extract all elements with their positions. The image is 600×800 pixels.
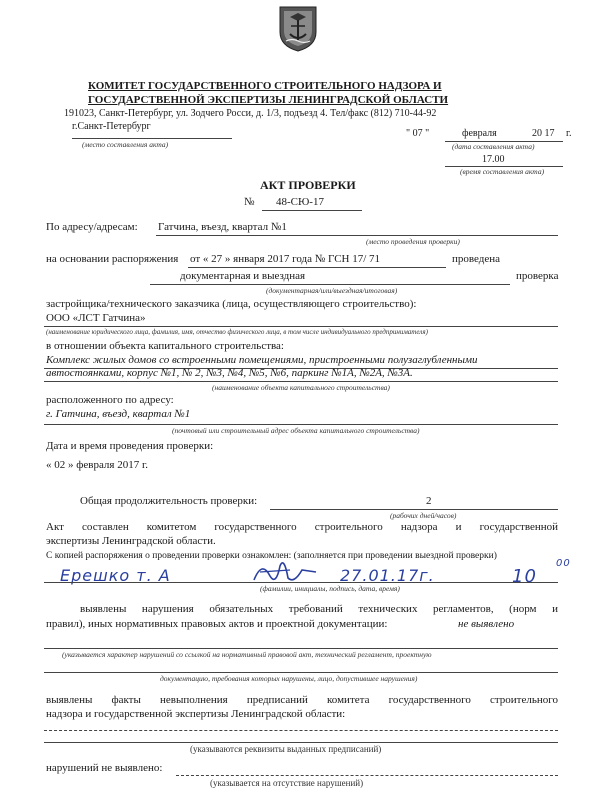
violations-line2: правил), иных нормативных правовых актов и проектной документации: [46, 618, 388, 630]
date-caption: (дата составления акта) [452, 142, 535, 151]
inspection-type: документарная и выездная [180, 270, 306, 282]
acquainted-label: С копией распоряжения о проведении проверки ознакомлен: (заполняется при проведении выездной проверки) [46, 551, 497, 561]
inspection-date-value: « 02 » февраля 2017 г. [46, 459, 149, 471]
inspection-type-caption: (документарная/или/выездная/итоговая) [266, 286, 398, 295]
address-caption: (место проведения проверки) [366, 237, 460, 246]
address-label: По адресу/адресам: [46, 221, 138, 233]
no-violations-caption: (указывается на отсутствие нарушений) [210, 778, 364, 788]
order-suffix: проведена [452, 253, 501, 265]
composed-line1: Акт составлен комитетом государственного строительного надзора и государственной [46, 521, 558, 533]
composed-line2: экспертизы Ленинградской области. [46, 535, 216, 547]
time-caption: (время составления акта) [460, 167, 545, 176]
prescriptions-caption: (указываются реквизиты выданных предписаний) [190, 744, 382, 754]
prescriptions-line2: надзора и государственной экспертизы Ленинградской области: [46, 708, 346, 720]
inspection-type-suffix: проверка [516, 270, 559, 282]
act-date-month: февраля [462, 128, 497, 139]
object-label: в отношении объекта капитального строительства: [46, 340, 284, 352]
act-number: 48-СЮ-17 [276, 196, 324, 208]
act-date-suffix: г. [566, 128, 572, 139]
duration-value: 2 [426, 495, 432, 507]
act-title: АКТ ПРОВЕРКИ [260, 178, 356, 192]
act-city: г.Санкт-Петербург [72, 121, 151, 132]
coat-of-arms-icon [278, 4, 318, 52]
developer-value: ООО «ЛСТ Гатчина» [46, 312, 146, 324]
location-caption: (почтовый или строительный адрес объекта капитального строительства) [172, 426, 420, 435]
prescriptions-line1: выявлены факты невыполнения предписаний комитета государственного строительного [46, 694, 558, 706]
signature-name: Ерешко т. А [60, 566, 171, 585]
location-value: г. Гатчина, въезд, квартал №1 [46, 408, 191, 420]
object-line2: автостоянками, корпус №1, № 2, №3, №4, №5, №6, паркинг №1А, №2А, №3А. [46, 367, 413, 379]
signature-time-sup: 00 [556, 558, 571, 569]
org-name-line2: ГОСУДАРСТВЕННОЙ ЭКСПЕРТИЗЫ ЛЕНИНГРАДСКОЙ ОБЛАСТИ [88, 94, 449, 106]
violations-line1: выявлены нарушения обязательных требований технических регламентов, (норм и [80, 603, 558, 615]
address-value: Гатчина, въезд, квартал №1 [158, 221, 287, 233]
no-violations-label: нарушений не выявлено: [46, 762, 163, 774]
signature-date: 27.01.17г. [340, 566, 435, 585]
duration-caption: (рабочих дней/часов) [390, 511, 457, 520]
order-prefix: на основании распоряжения [46, 253, 179, 265]
act-date-year: 20 17 [532, 128, 555, 139]
act-time: 17.00 [482, 154, 505, 165]
developer-caption: (наименование юридического лица, фамилия, имя, отчество физического лица, в том числе индивидуального предпринимателя) [46, 328, 428, 336]
act-date-day: " 07 " [406, 128, 430, 139]
org-address: 191023, Санкт-Петербург, ул. Зодчего Росси, д. 1/3, подъезд 4. Тел/факс (812) 710-44-92 [64, 108, 437, 119]
object-line1: Комплекс жилых домов со встроенными помещениями, пристроенными полузаглубленными [46, 354, 478, 366]
inspection-date-label: Дата и время проведения проверки: [46, 440, 214, 452]
org-name-line1: КОМИТЕТ ГОСУДАРСТВЕННОГО СТРОИТЕЛЬНОГО НАДЗОРА И [88, 80, 442, 92]
order-value: от « 27 » января 2017 года № ГСН 17/ 71 [190, 253, 381, 265]
developer-label: застройщика/технического заказчика (лица, осуществляющего строительство): [46, 298, 417, 310]
duration-label: Общая продолжительность проверки: [80, 495, 258, 507]
act-number-label: № [244, 196, 255, 208]
violations-caption2: документацию, требования которых нарушены, лицо, допустившее нарушения) [160, 674, 418, 683]
place-caption: (место составления акта) [82, 140, 169, 149]
object-caption: (наименование объекта капитального строительства) [212, 383, 390, 392]
violations-value: не выявлено [458, 618, 515, 630]
acquainted-caption: (фамилии, инициалы, подпись, дата, время) [260, 584, 400, 593]
violations-caption1: (указывается характер нарушений со ссылкой на нормативный правовой акт, технический регламент, проектную [62, 650, 432, 659]
signature-time: 10 [512, 566, 537, 587]
location-label: расположенного по адресу: [46, 394, 174, 406]
